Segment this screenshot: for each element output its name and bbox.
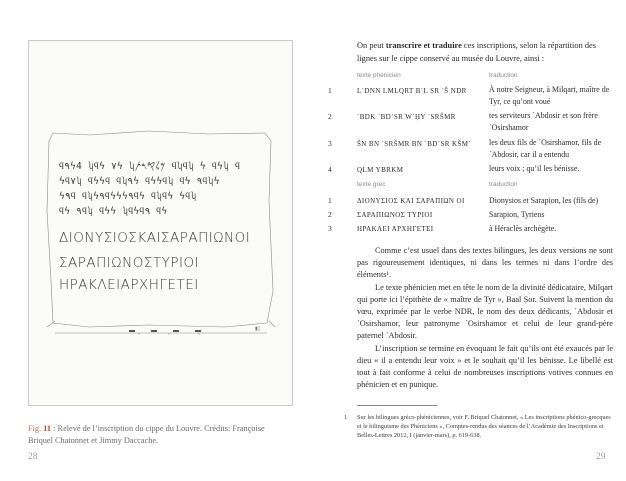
body-paragraph-3: L’inscription se termine en évoquant le fait qu’ils ont été exaucés par le dieu « il a entendu leur voix » et le souhait qu’il les bénisse. Le libellé est tout à fait conforme à celui de nombreuses inscriptions votives connues en phénicien et en punique. — [357, 344, 613, 390]
right-page — [313, 0, 626, 481]
phoenician-line-1: ϥ٩ϟ4 ʮϥϟ ٧ϟ ʮ𐤌𐤋𐤒𐤓𐤕 ϥʮϥʮ ϟ ϥϟʮ ϥ — [59, 161, 241, 172]
phoenician-line-4: ϥϟ ٩ϥʮ ϥϟϟ ʮϥϟϥ٩ ϥϟ — [59, 206, 168, 217]
greek-line-2: ΣΑΡΑΠΙΩΝΟΣΤΥΡΙΟΙ — [59, 255, 200, 271]
page-number-right: 29 — [596, 452, 606, 462]
phoenician-row-4-translation: leurs voix ; qu’il les bénisse. — [489, 164, 580, 173]
phoenician-line-2: ϟϥ٧ʮ ϥϟϟϥ ϥʮ٩ϟ ϥϟϟϥʮ ϥϟ ٩ϥʮϟ — [59, 176, 220, 187]
greek-line-3: ΗΡΑΚΛΕΙΑΡΧΗΓΕΤΕΙ — [59, 277, 199, 293]
greek-row-1-source: ΔΙΟΝΥΣΙΟΣ ΚΑΙ ΣΑΡΑΠΙΩΝ ΟΙ — [357, 197, 465, 205]
phoenician-row-3-source: ŠN BN ᾿SRŠMR BN ᾿BD᾿SR KŠM᾿ — [357, 140, 472, 148]
intro-text-bold: transcrire et traduire — [385, 41, 462, 50]
phoenician-row-2-number: 2 — [328, 112, 332, 121]
phoenician-row-3-translation: les deux fils de ᾿Osirshamor, fils de ᾿Abdosir, car il a entendu — [489, 138, 602, 159]
phoenician-table-col-translation: traduction — [489, 72, 518, 79]
figure-caption-text: : Relevé de l’inscription du cippe du Louvre. Crédits: Françoise Briquel Chatonnet et Jimmy Daccache. — [28, 424, 265, 445]
svg-text:▮▯: ▮▯ — [255, 326, 261, 332]
greek-line-1: ΔΙΟΝΥΣΙΟΣΚΑΙΣΑΡΑΠΙΩΝΟΙ — [59, 230, 251, 246]
figure-caption — [28, 423, 290, 447]
stone-outline-drawing — [29, 41, 292, 405]
figure-number: 11 — [43, 424, 52, 433]
phoenician-row-1-translation: À notre Seigneur, à Milqart, maître de Tyr, ce qu’ont voué — [489, 85, 610, 106]
phoenician-row-4-number: 4 — [328, 165, 332, 174]
greek-row-3-number: 3 — [328, 224, 332, 233]
greek-row-1-translation: Dionysios et Sarapion, les (fils de) — [489, 196, 599, 205]
greek-row-2-translation: Sarapion, Tyriens — [489, 210, 545, 219]
greek-row-3-source: ΗΡΑΚΛΕΙ ΑΡΧΗΓΕΤΕΙ — [357, 225, 434, 233]
footnote-text: Sur les bilingues gréco-phéniciennes, voir F. Briquel Chatonnet, « Les inscriptions phénico-grecques et le bilinguisme des Phéniciens », Comptes-rendus des séances de l’Académie des Inscriptions et Belles-Lettres 2012, I (janvier-mars), p. 619-638. — [357, 414, 611, 439]
page-number-left: 28 — [28, 452, 38, 462]
greek-table-col-source: texte grec — [357, 181, 386, 188]
greek-row-2-source: ΣΑΡΑΠΙΩΝΟΣ ΤΥΡΙΟΙ — [357, 211, 433, 219]
greek-row-3-translation: à Héraclès archégète. — [489, 224, 557, 233]
intro-text-pre: On peut — [357, 41, 386, 50]
inscription-figure — [28, 40, 293, 406]
intro-paragraph — [357, 40, 612, 65]
greek-row-2-number: 2 — [328, 210, 332, 219]
body-paragraph-2: Le texte phénicien met en tête le nom de la divinité dédicataire, Milqart qui porte ici l’épithète de « maître de Tyr », Baal Ṣor. Suivent la mention du vœu, exprimée par le verbe NDR, le nom des deux dédicants, ᾿Abdosir et ᾿Osirshamor, leur patronyme ᾿Osirshamor et celui de leur grand-père paternel ᾿Abdosir. — [357, 283, 613, 341]
footnote-rule — [357, 405, 437, 406]
greek-table-col-translation: traduction — [489, 181, 518, 188]
phoenician-row-1-number: 1 — [328, 86, 332, 95]
greek-row-1-number: 1 — [328, 196, 332, 205]
intro-text-post: ces inscriptions, selon la répartition des lignes sur le cippe conservé au musée du Louvre, ainsi : — [357, 41, 597, 63]
footnote — [344, 413, 613, 440]
figure-label: Fig. — [28, 424, 42, 433]
phoenician-row-4-source: QLM YBRKM — [357, 166, 404, 174]
phoenician-row-3-number: 3 — [328, 139, 332, 148]
phoenician-table-col-source: texte phénicien — [357, 72, 401, 79]
phoenician-row-2-translation: tes serviteurs ᾿Abdosir et son frère ᾿Osirshamor — [489, 111, 598, 132]
phoenician-row-1-source: L᾿DNN LMLQRT B᾿L ṢR ᾿Š NDR — [357, 87, 467, 95]
phoenician-row-2-source: ᾿BDK ᾿BD᾿SR W᾿ḤY ᾿SRŠMR — [357, 113, 456, 121]
footnote-mark: 1 — [344, 414, 348, 421]
phoenician-line-3: ϟ٩ϥ ϥʮϟ٩ϥϟϟϟ٩ϥϟ ϥʮϥϟ ϟϥʮ — [59, 191, 197, 202]
body-paragraph-1: Comme c’est usuel dans des textes bilingues, les deux versions ne sont pas rigoureusement identiques, ni dans les termes ni dans l’ordre des éléments¹. — [357, 246, 613, 280]
